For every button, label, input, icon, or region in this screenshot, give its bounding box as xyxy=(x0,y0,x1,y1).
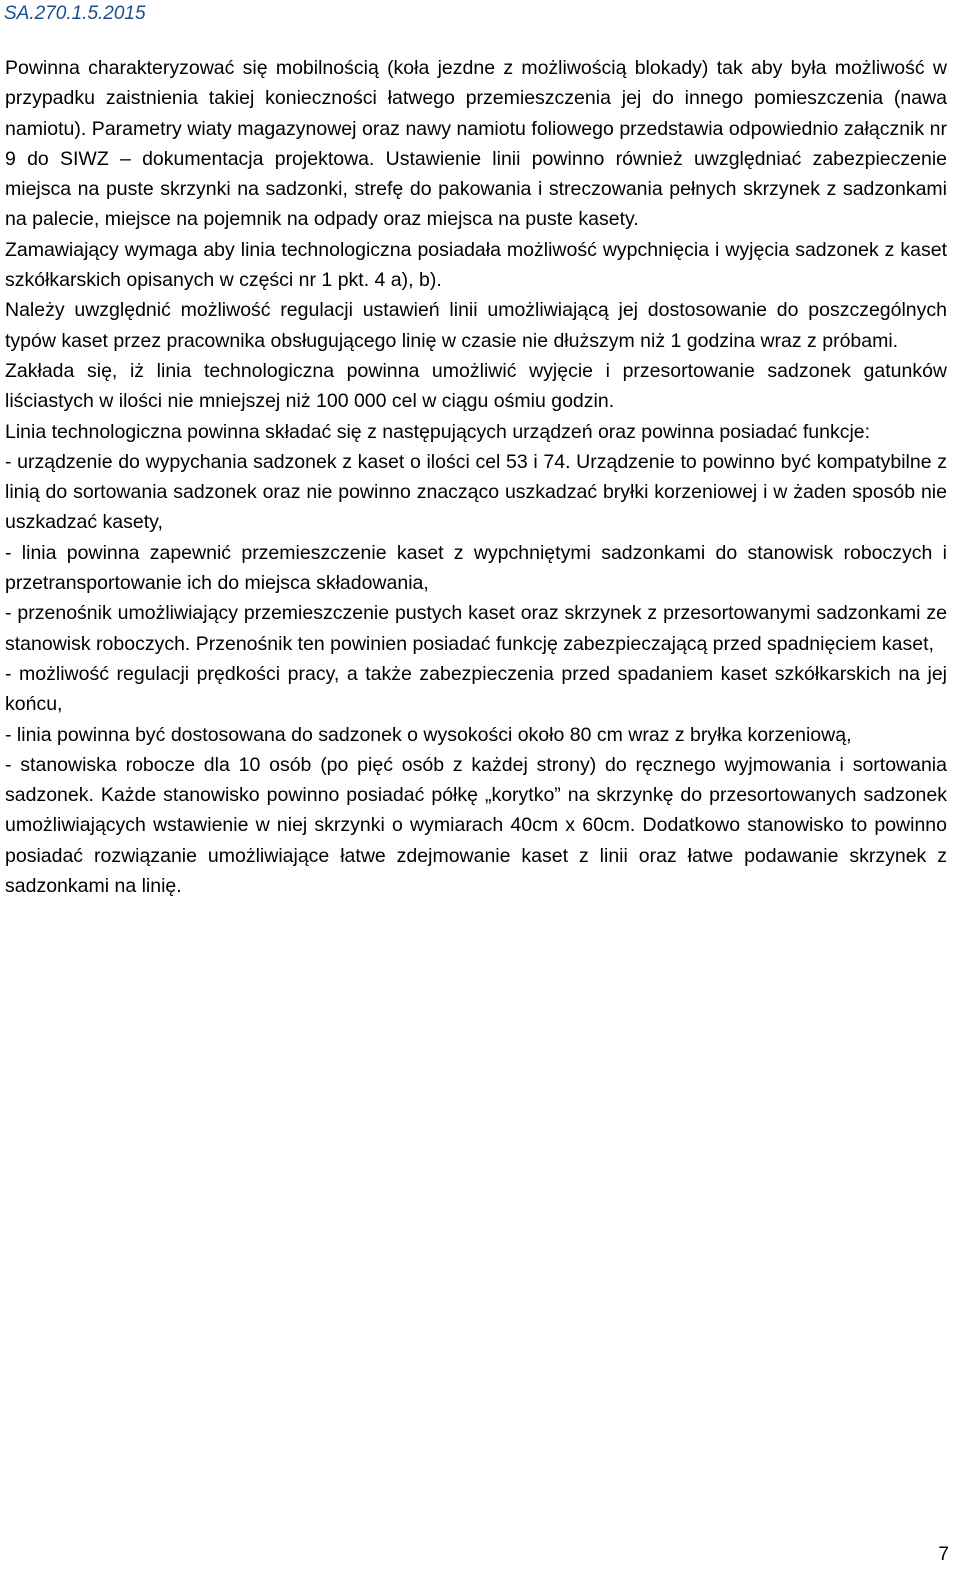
paragraph-mobility-and-layout: Powinna charakteryzować się mobilnością (koła jezdne z możliwością blokady) tak aby była możliwość w przypadku zaistnienia takiej konieczności łatwego przemieszczenia jej do innego pomieszczenia (nawa namiotu). Parametry wiaty magazynowej oraz nawy namiotu foliowego przedstawia odpowiednio załącznik nr 9 do SIWZ – dokumentacja projektowa. Ustawienie linii powinno również uwzględniać zabezpieczenie miejsca na puste skrzynki na sadzonki, strefę do pakowania i streczowania pełnych skrzynek z sadzonkami na palecie, miejsce na pojemnik na odpady oraz miejsca na puste kasety. xyxy=(5,57,947,231)
page-number: 7 xyxy=(938,1544,949,1565)
list-item-seedling-height: - linia powinna być dostosowana do sadzonek o wysokości około 80 cm wraz z bryłka korzeniową, xyxy=(5,723,852,746)
document-reference-number: SA.270.1.5.2015 xyxy=(4,3,146,24)
list-item-workstations: - stanowiska robocze dla 10 osób (po pięć osób z każdej strony) do ręcznego wyjmowania i sortowania sadzonek. Każde stanowisko powinno posiadać półkę „korytko” na skrzynkę do przesortowanych sadzonek umożliwiających wstawienie w niej skrzynki o wymiarach 40cm x 60cm. Dodatkowo stanowisko to powinno posiadać rozwiązanie umożliwiające łatwe zdejmowanie kaset z linii oraz łatwe podawanie skrzynek z sadzonkami na linię. xyxy=(5,753,947,898)
list-item-conveyor: - przenośnik umożliwiający przemieszczenie pustych kaset oraz skrzynek z przesortowanymi sadzonkami ze stanowisk roboczych. Przenośnik ten powinien posiadać funkcję zabezpieczającą przed spadnięciem kaset, xyxy=(5,602,947,655)
paragraph-adjustment-requirement: Należy uwzględnić możliwość regulacji ustawień linii umożliwiającą jej dostosowanie do poszczególnych typów kaset przez pracownika obsługującego linię w czasie nie dłuższym niż 1 godzina wraz z próbami. xyxy=(5,299,947,352)
paragraph-equipment-intro: Linia technologiczna powinna składać się z następujących urządzeń oraz powinna posiadać funkcje: xyxy=(5,420,871,443)
list-item-cassette-transport: - linia powinna zapewnić przemieszczenie kaset z wypchniętymi sadzonkami do stanowisk roboczych i przetransportowanie ich do miejsca składowania, xyxy=(5,541,947,595)
document-body xyxy=(5,53,947,901)
list-item-speed-regulation: - możliwość regulacji prędkości pracy, a także zabezpieczenia przed spadaniem kaset szkółkarskich na jej końcu, xyxy=(5,662,947,716)
paragraph-capacity-requirement: Zakłada się, iż linia technologiczna powinna umożliwić wyjęcie i przesortowanie sadzonek gatunków liściastych w ilości nie mniejszej niż 100 000 cel w ciągu ośmiu godzin. xyxy=(5,359,947,413)
paragraph-ejection-requirement: Zamawiający wymaga aby linia technologiczna posiadała możliwość wypchnięcia i wyjęcia sadzonek z kaset szkółkarskich opisanych w części nr 1 pkt. 4 a), b). xyxy=(5,238,947,292)
list-item-pushing-device: - urządzenie do wypychania sadzonek z kaset o ilości cel 53 i 74. Urządzenie to powinno być kompatybilne z linią do sortowania sadzonek oraz nie powinno znacząco uszkadzać bryłki korzeniowej i w żaden sposób nie uszkadzać kasety, xyxy=(5,450,947,534)
